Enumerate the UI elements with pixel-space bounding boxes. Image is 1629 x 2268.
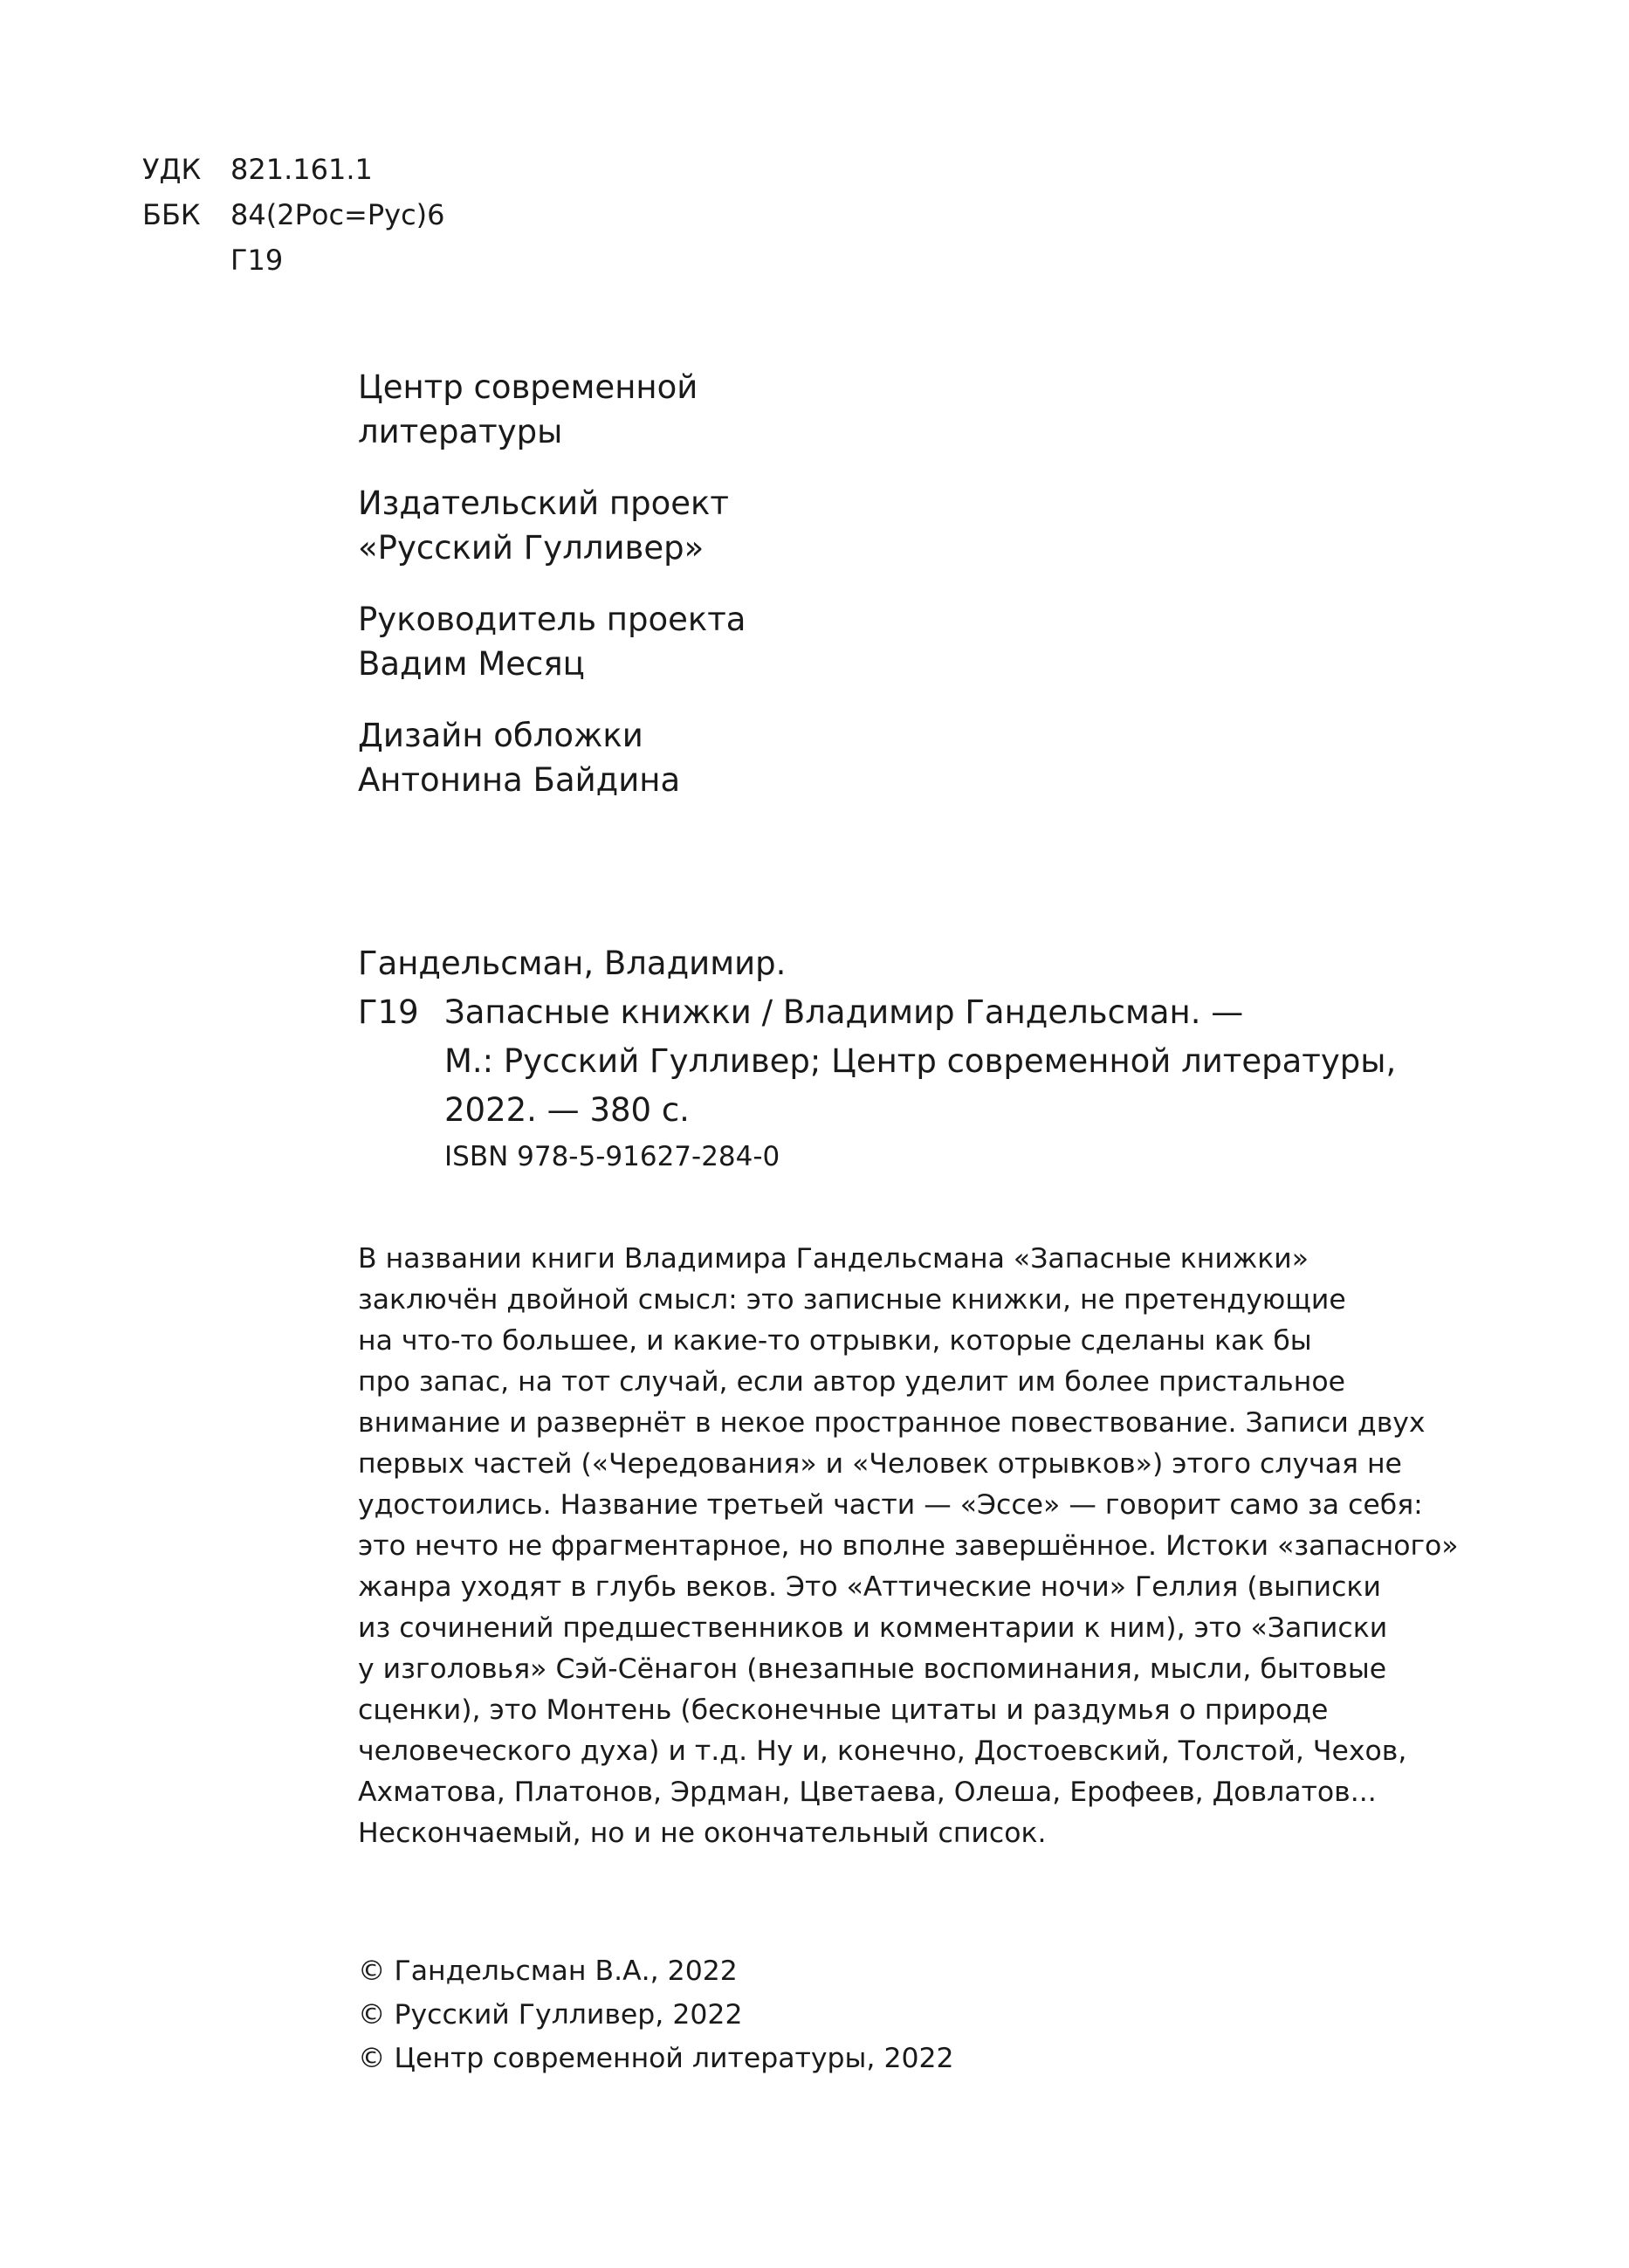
credit-cover-design xyxy=(358,713,746,802)
annotation-line: про запас, на тот случай, если автор уделит им более пристальное xyxy=(358,1366,1345,1398)
annotation-line: человеческого духа) и т.д. Ну и, конечно, Достоевский, Толстой, Чехов, xyxy=(358,1735,1407,1767)
credit-line: «Русский Гулливер» xyxy=(358,529,705,567)
annotation-line: первых частей («Чередования» и «Человек отрывков») этого случая не xyxy=(358,1448,1402,1480)
credit-line: литературы xyxy=(358,413,563,450)
biblio-code: Г19 xyxy=(358,993,419,1031)
credit-line: Дизайн обложки xyxy=(358,717,643,754)
bbk-label: ББК xyxy=(142,198,201,231)
copyright-line: © Гандельсман В.А., 2022 xyxy=(358,1955,738,1987)
credit-project-head xyxy=(358,597,746,686)
annotation-line: внимание и развернёт в некое пространное повествование. Записи двух xyxy=(358,1407,1426,1439)
classification-block xyxy=(142,147,445,283)
annotation-line: заключён двойной смысл: это записные книжки, не претендующие xyxy=(358,1284,1346,1316)
annotation-line: у изголовья» Сэй-Сёнагон (внезапные воспоминания, мысли, бытовые xyxy=(358,1653,1387,1685)
annotation xyxy=(358,1239,1459,1854)
author-heading: Гандельсман, Владимир. xyxy=(358,945,787,982)
annotation-line: из сочинений предшественников и комментарии к ним), это «Записки xyxy=(358,1612,1388,1644)
copyright-line: © Центр современной литературы, 2022 xyxy=(358,2043,954,2074)
credit-publisher xyxy=(358,365,746,454)
bbk-row xyxy=(142,192,445,237)
copyright-notices xyxy=(358,1949,954,2080)
udk-row xyxy=(142,147,445,192)
annotation-line: В названии книги Владимира Гандельсмана «Запасные книжки» xyxy=(358,1243,1309,1275)
author-sign-row xyxy=(142,237,445,283)
author-sign: Г19 xyxy=(230,244,284,277)
credits-block xyxy=(358,365,746,829)
credit-line: Руководитель проекта xyxy=(358,601,746,638)
credit-line: Издательский проект xyxy=(358,485,729,522)
isbn: ISBN 978-5-91627-284-0 xyxy=(444,1141,780,1172)
credit-line: Центр современной xyxy=(358,368,698,406)
bibliographic-record xyxy=(358,939,1396,1179)
annotation-line: жанра уходят в глубь веков. Это «Аттические ночи» Геллия (выписки xyxy=(358,1571,1381,1603)
credit-project xyxy=(358,481,746,570)
annotation-line: на что-то большее, и какие-то отрывки, которые сделаны как бы xyxy=(358,1325,1312,1357)
annotation-line: сценки), это Монтень (бесконечные цитаты и раздумья о природе xyxy=(358,1694,1329,1726)
credit-line: Вадим Месяц xyxy=(358,645,585,683)
biblio-line: Запасные книжки / Владимир Гандельсман. — xyxy=(444,993,1244,1031)
annotation-line: Нескончаемый, но и не окончательный список. xyxy=(358,1818,1047,1849)
credit-line: Антонина Байдина xyxy=(358,761,681,799)
biblio-body xyxy=(444,988,1396,1179)
udk-value: 821.161.1 xyxy=(230,153,373,186)
annotation-line: Ахматова, Платонов, Эрдман, Цветаева, Олеша, Ерофеев, Довлатов... xyxy=(358,1777,1377,1808)
biblio-line: М.: Русский Гулливер; Центр современной литературы, xyxy=(444,1042,1397,1080)
biblio-line: 2022. — 380 с. xyxy=(444,1091,690,1129)
annotation-line: это нечто не фрагментарное, но вполне завершённое. Истоки «запасного» xyxy=(358,1530,1459,1562)
udk-label: УДК xyxy=(142,153,202,186)
copyright-line: © Русский Гулливер, 2022 xyxy=(358,1999,743,2031)
annotation-line: удостоились. Название третьей части — «Эссе» — говорит само за себя: xyxy=(358,1489,1423,1521)
bbk-value: 84(2Рос=Рус)6 xyxy=(230,198,445,231)
